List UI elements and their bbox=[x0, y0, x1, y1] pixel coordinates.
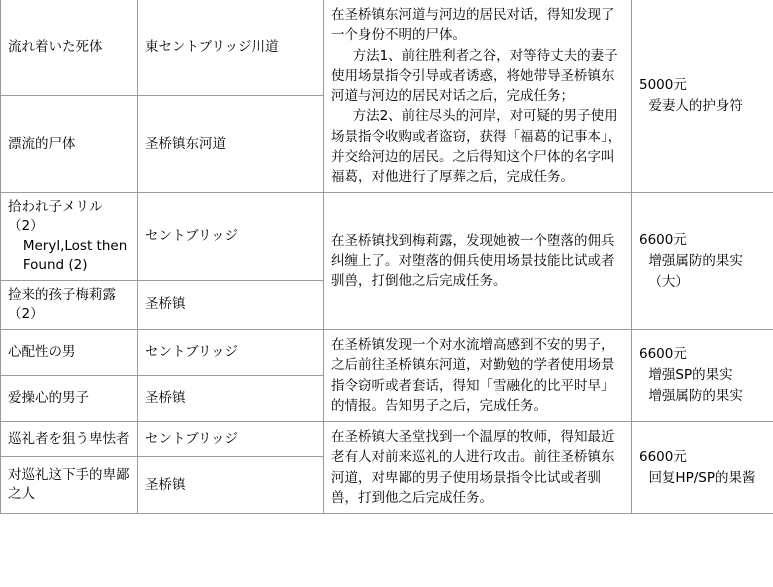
quest-name-cell bbox=[1, 330, 138, 376]
quest-reward-cell bbox=[632, 422, 773, 514]
quest-reward-cell bbox=[632, 0, 773, 193]
quest-name-line: 对巡礼这下手的卑鄙之人 bbox=[8, 466, 130, 503]
table-row bbox=[1, 330, 773, 376]
quest-name-line: 爱操心的男子 bbox=[8, 390, 89, 407]
reward-money: 6600元 bbox=[639, 231, 687, 248]
quest-name-line: 漂流的尸体 bbox=[8, 135, 76, 152]
reward-item: 增强SP的果实 bbox=[648, 367, 733, 384]
reward-item: 增强属防的果实（大） bbox=[648, 252, 743, 290]
quest-name-line: 拾われ子メリル bbox=[8, 199, 103, 216]
description-paragraph: 方法1、前往胜利者之谷，对等待丈夫的妻子使用场景指令引导或者诱惑，将她带导圣桥镇东河道与河边的居民对话之后，完成任务； bbox=[331, 47, 618, 104]
quest-name-line: 巡礼者を狙う卑怯者 bbox=[8, 430, 130, 447]
quest-place-cell: 圣桥镇 bbox=[138, 376, 324, 422]
reward-item: 爱妻人的护身符 bbox=[648, 98, 743, 115]
quest-name-line: Meryl,Lost then Found (2) bbox=[22, 237, 128, 273]
table-row bbox=[1, 422, 773, 457]
quest-name-cell bbox=[1, 280, 138, 329]
reward-money: 5000元 bbox=[639, 77, 687, 94]
reward-money: 6600元 bbox=[639, 448, 687, 465]
quest-name-line: 捡来的孩子梅莉露 bbox=[8, 286, 116, 303]
description-paragraph: 在圣桥镇东河道与河边的居民对话，得知发现了一个身份不明的尸体。 bbox=[331, 7, 615, 44]
description-paragraph: 方法2、前往尽头的河岸，对可疑的男子使用场景指令收购或者盗窃，获得「福葛的记事本」，并交给河边的居民。之后得知这个尸体的名字叫福葛，对他进行了厚葬之后，完成任务。 bbox=[331, 108, 622, 185]
description-paragraph: 在圣桥镇大圣堂找到一个温厚的牧师，得知最近老有人对前来巡礼的人进行攻击。前往圣桥镇东河道，对卑鄙的男子使用场景指令比试或者驯兽，打到他之后完成任务。 bbox=[331, 429, 615, 506]
quest-place-cell: 圣桥镇东河道 bbox=[138, 96, 324, 193]
quest-reward-cell bbox=[632, 330, 773, 422]
quest-name-cell bbox=[1, 457, 138, 514]
quest-name-line: （2） bbox=[8, 218, 44, 235]
reward-item: 增强属防的果实 bbox=[648, 388, 743, 405]
quest-name-line: 心配性の男 bbox=[8, 344, 76, 361]
quest-name-cell bbox=[1, 0, 138, 96]
reward-item: 回复HP/SP的果酱 bbox=[648, 469, 756, 486]
quest-name-cell bbox=[1, 376, 138, 422]
quest-name-cell bbox=[1, 193, 138, 281]
quest-place-cell: 圣桥镇 bbox=[138, 280, 324, 329]
table-row bbox=[1, 0, 773, 96]
quest-place-cell: セントブリッジ bbox=[138, 422, 324, 457]
quest-name-line: （2） bbox=[8, 306, 44, 323]
quest-description-cell bbox=[324, 0, 632, 193]
quest-name-cell bbox=[1, 96, 138, 193]
quest-place-cell: 東セントブリッジ川道 bbox=[138, 0, 324, 96]
description-paragraph: 在圣桥镇发现一个对水流增高感到不安的男子，之后前往圣桥镇东河道，对勤勉的学者使用场景指令窃听或者套话，得知「雪融化的比平时早」的情报。告知男子之后，完成任务。 bbox=[331, 337, 615, 414]
reward-money: 6600元 bbox=[639, 346, 687, 363]
description-paragraph: 在圣桥镇找到梅莉露，发现她被一个堕落的佣兵纠缠上了。对堕落的佣兵使用场景技能比试或者驯兽，打倒他之后完成任务。 bbox=[331, 232, 615, 290]
table-row bbox=[1, 193, 773, 281]
quest-table-body bbox=[1, 0, 773, 514]
quest-name-line: 流れ着いた死体 bbox=[8, 38, 103, 55]
quest-place-cell: 圣桥镇 bbox=[138, 457, 324, 514]
quest-place-cell: セントブリッジ bbox=[138, 330, 324, 376]
quest-description-cell bbox=[324, 330, 632, 422]
quest-reward-cell bbox=[632, 193, 773, 330]
quest-place-cell: セントブリッジ bbox=[138, 193, 324, 281]
quest-description-cell bbox=[324, 422, 632, 514]
quest-name-cell bbox=[1, 422, 138, 457]
quest-description-cell bbox=[324, 193, 632, 330]
